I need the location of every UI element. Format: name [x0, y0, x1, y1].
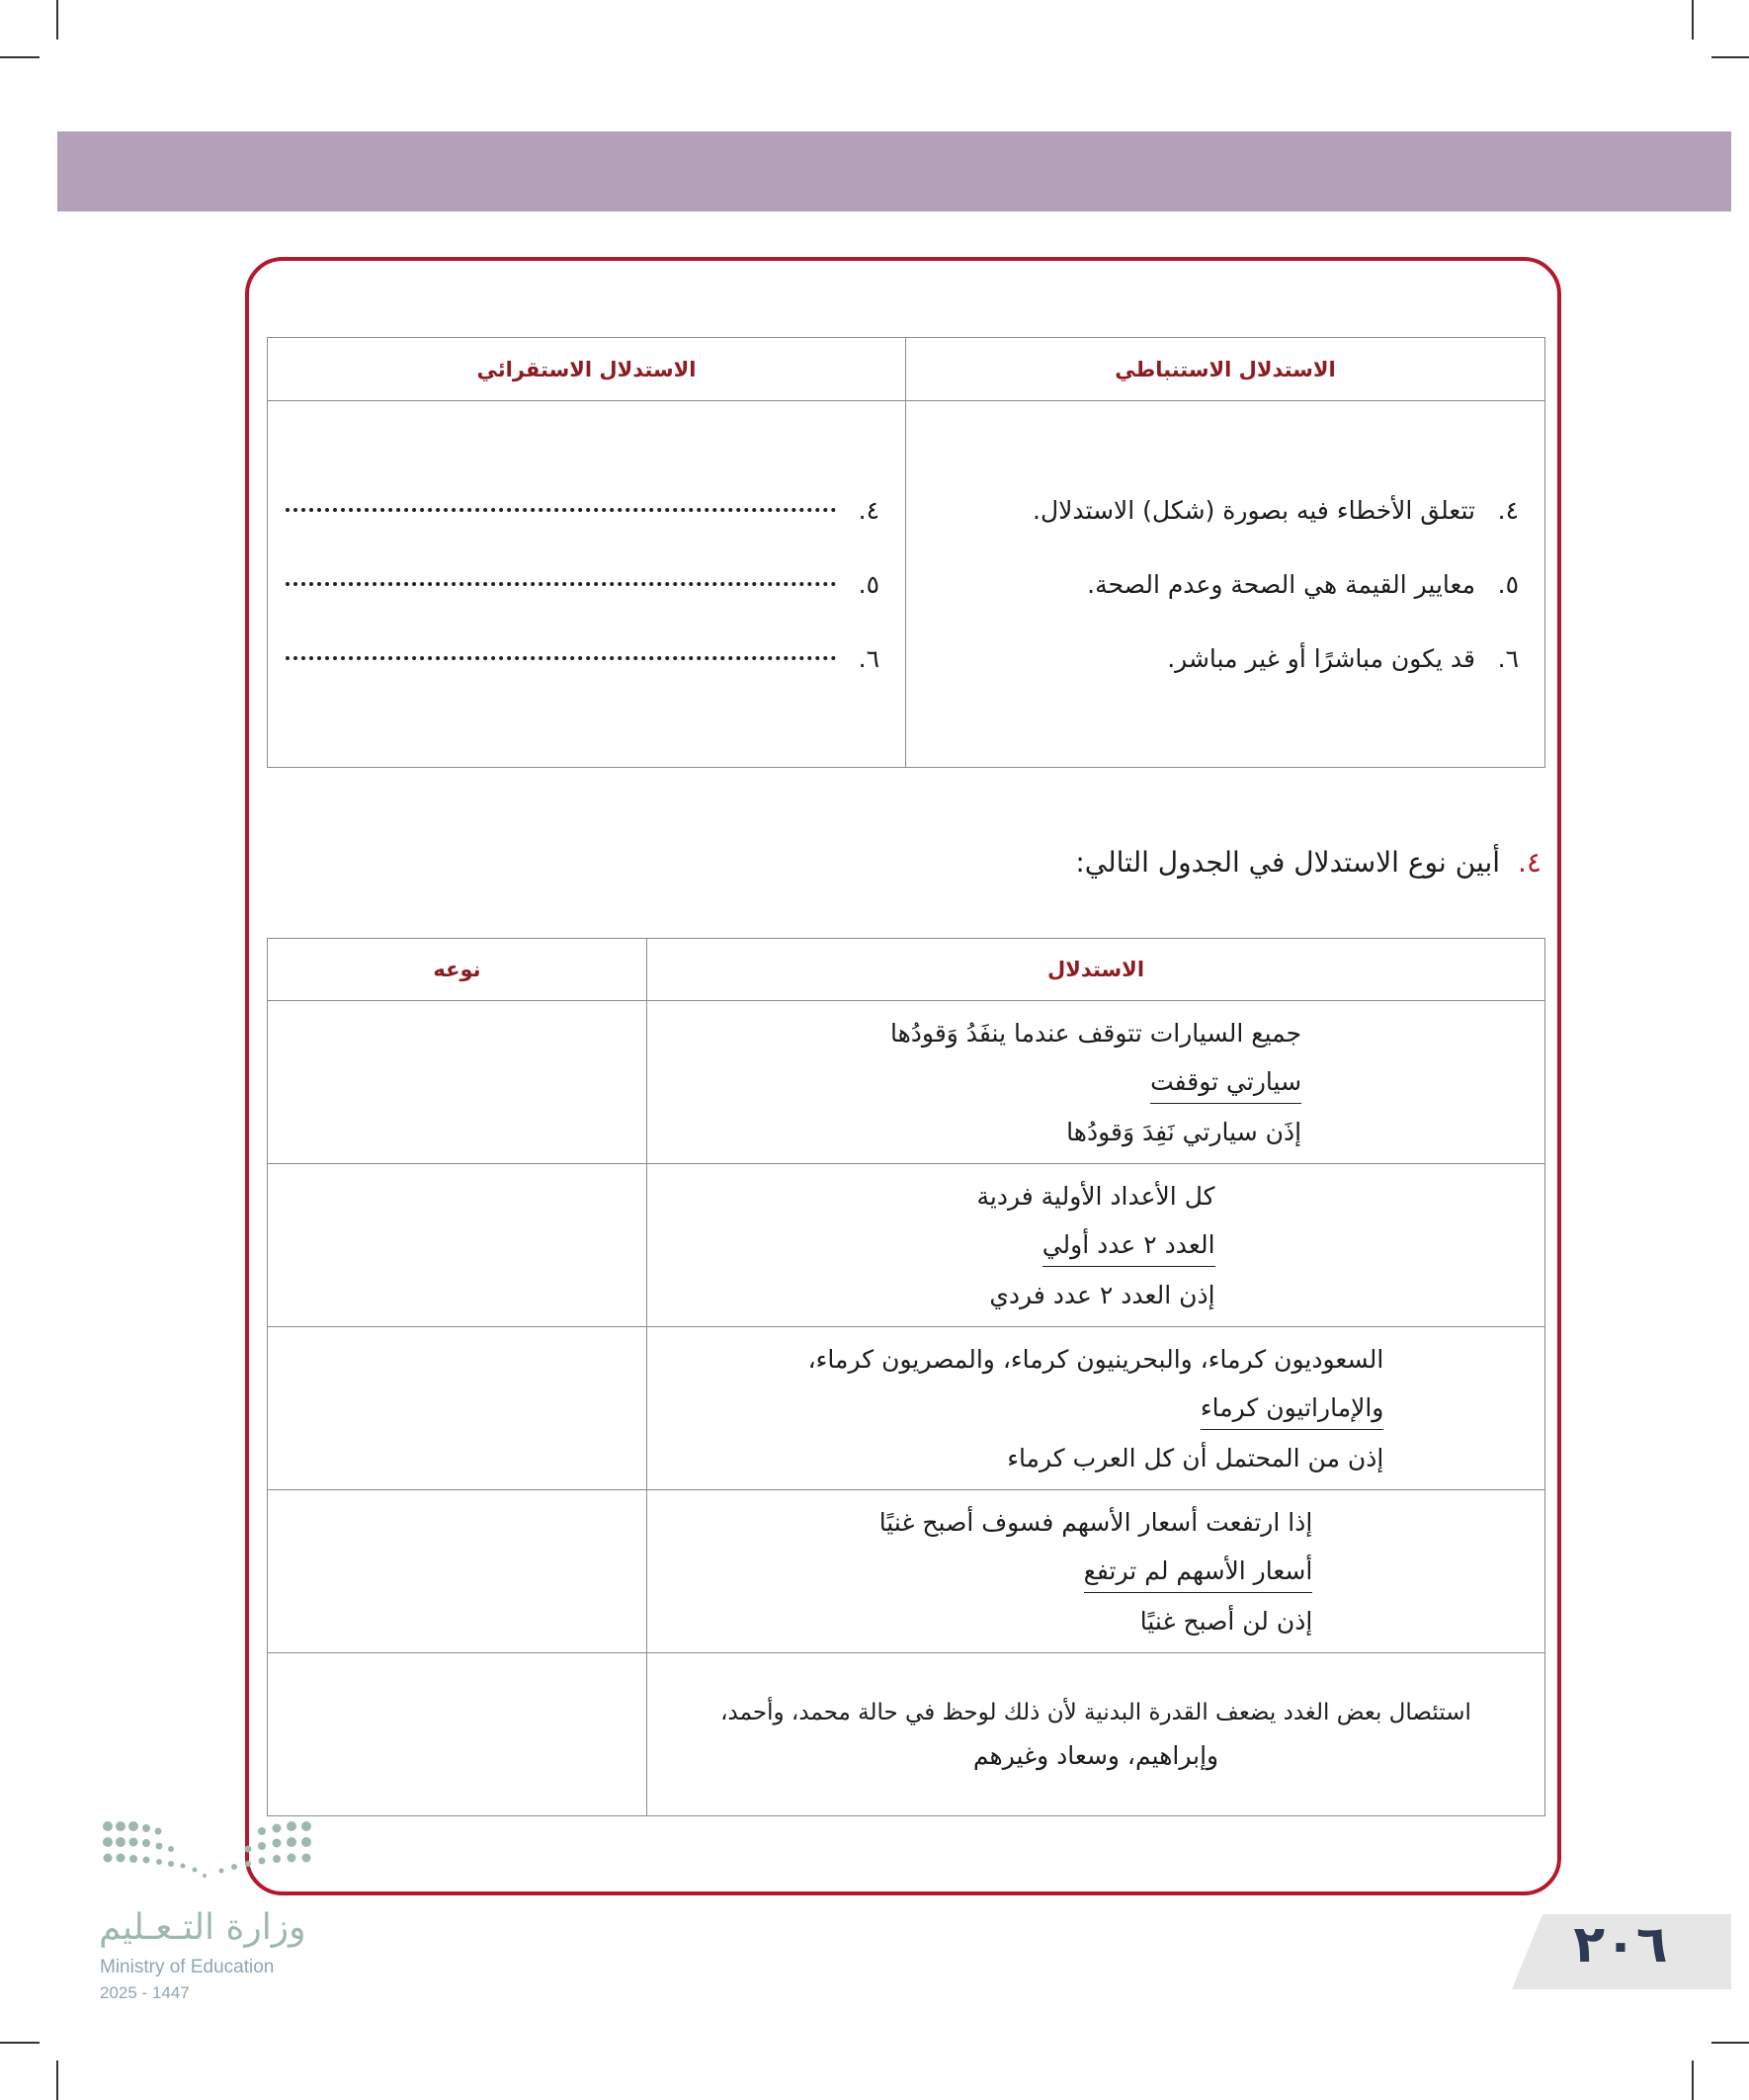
- major-premise: السعوديون كرماء، والبحرينيون كرماء، والمصريون كرماء،: [807, 1344, 1384, 1374]
- crop-mark: [0, 56, 40, 58]
- ministry-logo-icon: [102, 1818, 319, 1897]
- argument-cell: [647, 1001, 1545, 1164]
- item-number: ٤.: [858, 495, 879, 525]
- type-answer-cell[interactable]: [268, 1001, 647, 1164]
- inductive-cell: [268, 401, 906, 768]
- table-header-row: [268, 338, 1545, 401]
- argument-type-table: [267, 938, 1545, 1816]
- syllogism: [808, 1335, 1384, 1482]
- syllogism: [879, 1498, 1313, 1645]
- minor-premise: أسعار الأسهم لم ترتفع: [1084, 1552, 1313, 1593]
- answer-blank[interactable]: [286, 656, 836, 660]
- minor-premise: والإماراتيون كرماء: [1201, 1388, 1384, 1430]
- major-premise: إذا ارتفعت أسعار الأسهم فسوف أصبح غنيًا: [878, 1507, 1313, 1537]
- item-number: ٥.: [1497, 569, 1519, 599]
- crop-mark: [1711, 56, 1749, 58]
- type-answer-cell[interactable]: [268, 1490, 647, 1653]
- table-row: [268, 401, 1545, 768]
- deductive-list: [906, 473, 1544, 696]
- page-number: ٢٠٦: [1573, 1915, 1668, 1974]
- item-number: ٥.: [858, 569, 879, 599]
- table-row: [268, 1327, 1545, 1490]
- inductive-list: [268, 473, 905, 696]
- conclusion: إذَن سيارتي نَفِدَ وَقودُها: [1066, 1117, 1302, 1146]
- question-number: ٤.: [1518, 846, 1541, 879]
- crop-mark: [56, 2060, 58, 2100]
- list-item: [916, 473, 1519, 547]
- statement-line-1: استئصال بعض الغدد يضعف القدرة البدنية لأن ذلك لوحظ في حالة محمد، وأحمد،: [720, 1700, 1471, 1725]
- argument-cell: [647, 1490, 1545, 1653]
- edition-year: 2025 - 1447: [100, 1983, 190, 2002]
- argument-cell: [647, 1327, 1545, 1490]
- table-row: [268, 1001, 1545, 1164]
- minor-premise: العدد ٢ عدد أولي: [1042, 1225, 1215, 1267]
- list-item: [278, 622, 879, 696]
- crop-mark: [1692, 0, 1694, 40]
- item-text: معايير القيمة هي الصحة وعدم الصحة.: [1087, 569, 1475, 599]
- syllogism: [976, 1172, 1214, 1319]
- type-answer-cell[interactable]: [268, 1653, 647, 1816]
- conclusion: إذن من المحتمل أن كل العرب كرماء: [1007, 1443, 1384, 1472]
- crop-mark: [0, 2042, 40, 2044]
- major-premise: جميع السيارات تتوقف عندما ينفَدُ وَقودُها: [889, 1018, 1302, 1048]
- syllogism: [890, 1009, 1301, 1156]
- answer-blank[interactable]: [286, 508, 836, 512]
- header-deductive: الاستدلال الاستنباطي: [906, 338, 1545, 401]
- minor-premise: سيارتي توقفت: [1150, 1062, 1301, 1104]
- header-band: [57, 131, 1731, 211]
- major-premise: كل الأعداد الأولية فردية: [976, 1181, 1215, 1211]
- induction-statement: [647, 1691, 1544, 1778]
- conclusion: إذن العدد ٢ عدد فردي: [989, 1280, 1215, 1309]
- question-heading: [1075, 846, 1541, 879]
- table-row: [268, 1490, 1545, 1653]
- list-item: [278, 473, 879, 547]
- item-number: ٦.: [858, 643, 879, 673]
- table-header-row: [268, 939, 1545, 1001]
- item-number: ٦.: [1497, 643, 1519, 673]
- deductive-cell: [906, 401, 1545, 768]
- list-item: [916, 547, 1519, 622]
- header-inductive: الاستدلال الاستقرائي: [268, 338, 906, 401]
- list-item: [916, 622, 1519, 696]
- item-text: قد يكون مباشرًا أو غير مباشر.: [1167, 643, 1475, 673]
- crop-mark: [1692, 2060, 1694, 2100]
- statement-line-2: وإبراهيم، وسعاد وغيرهم: [972, 1741, 1219, 1770]
- argument-cell: [647, 1164, 1545, 1327]
- item-text: تتعلق الأخطاء فيه بصورة (شكل) الاستدلال.: [1033, 495, 1475, 525]
- question-text: أبين نوع الاستدلال في الجدول التالي:: [1075, 846, 1501, 879]
- answer-blank[interactable]: [286, 582, 836, 586]
- argument-cell: [647, 1653, 1545, 1816]
- ministry-name-arabic: وزارة التـعـليم: [99, 1907, 306, 1948]
- crop-mark: [1711, 2042, 1749, 2044]
- table-row: [268, 1653, 1545, 1816]
- list-item: [278, 547, 879, 622]
- ministry-name-english: Ministry of Education: [100, 1957, 275, 1977]
- type-answer-cell[interactable]: [268, 1164, 647, 1327]
- header-type: نوعه: [268, 939, 647, 1001]
- header-argument: الاستدلال: [647, 939, 1545, 1001]
- table-row: [268, 1164, 1545, 1327]
- type-answer-cell[interactable]: [268, 1327, 647, 1490]
- comparison-table: [267, 337, 1545, 768]
- item-number: ٤.: [1497, 495, 1519, 525]
- conclusion: إذن لن أصبح غنيًا: [1139, 1606, 1313, 1636]
- crop-mark: [56, 0, 58, 40]
